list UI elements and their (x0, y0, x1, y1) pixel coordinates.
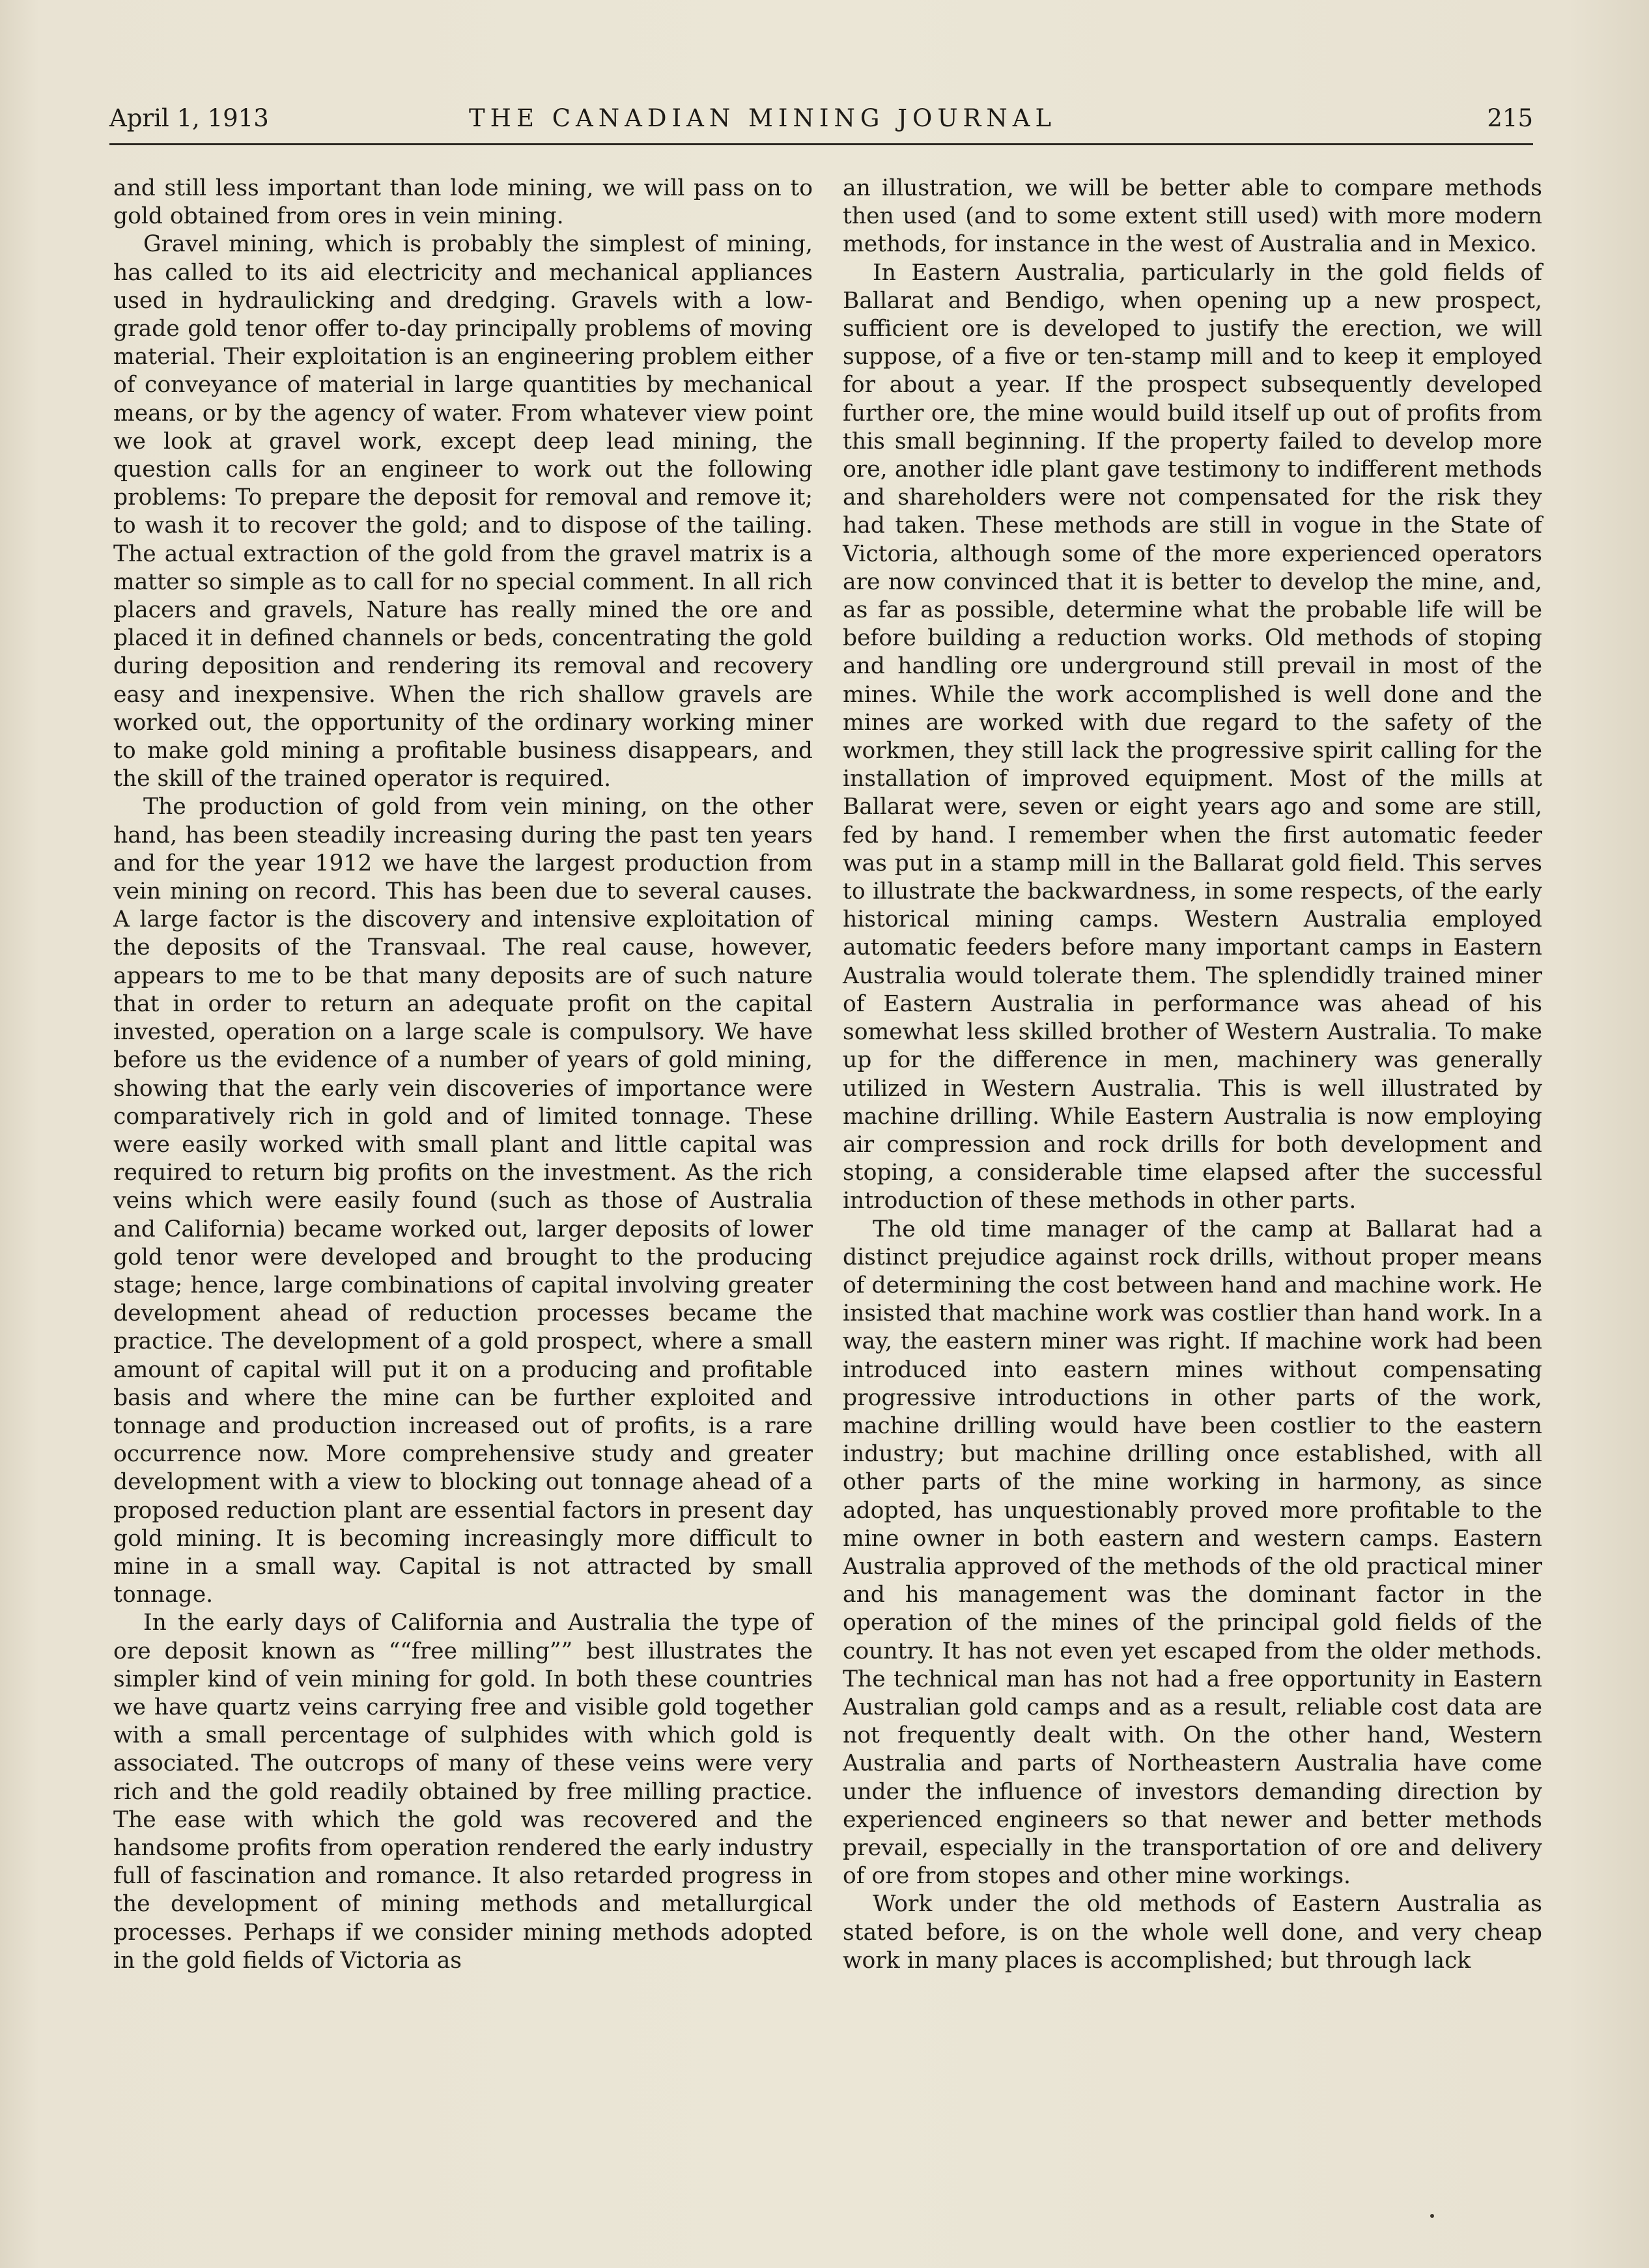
right-paragraph-2: In Eastern Australia, particularly in the gold fields of Ballarat and Bendigo, when opening up a new prospect, sufficient ore is developed to justify the erection, we will suppose, of a five or ten-stamp mill and to keep it employed for about a year. If the prospect subsequently developed further ore, the mine would build itself up out of profits from this small beginning. If the property failed to develop more ore, another idle plant gave testimony to indifferent methods and shareholders were not compensated for the risk they had taken. These methods are still in vogue in the State of Victoria, although some of the more experienced operators are now convinced that it is better to develop the mine, and, as far as possible, determine what the probable life will be before building a reduction works. Old methods of stoping and handling ore underground still prevail in most of the mines. While the work accomplished is well done and the mines are worked with due regard to the safety of the workmen, they still lack the progressive spirit calling for the installation of improved equipment. Most of the mills at Ballarat were, seven or eight years ago and some are still, fed by hand. I remember when the first automatic feeder was put in a stamp mill in the Ballarat gold field. This serves to illustrate the backwardness, in some respects, of the early historical mining camps. Western Australia employed automatic feeders before many important camps in Eastern Australia would tolerate them. The splendidly trained miner of Eastern Australia in performance was ahead of his somewhat less skilled brother of Western Australia. To make up for the difference in men, machinery was generally utilized in Western Australia. This is well illustrated by machine drilling. While Eastern Australia is now employing air compression and rock drills for both development and stoping, a considerable time elapsed after the successful introduction of these methods in other parts. (843, 259, 1542, 1214)
header-rule (109, 143, 1533, 145)
left-column (113, 175, 813, 1975)
right-paragraph-1: an illustration, we will be better able to compare methods then used (and to some extent still used) with more modern methods, for instance in the west of Australia and in Mexico. (843, 175, 1542, 258)
right-column (843, 175, 1542, 1975)
running-header (109, 104, 1533, 142)
left-paragraph-2: Gravel mining, which is probably the simplest of mining, has called to its aid electricity and mechanical appliances used in hydraulicking and dredging. Gravels with a low-grade gold tenor offer to-day principally problems of moving material. Their exploitation is an engineering problem either of conveyance of material in large quantities by mechanical means, or by the agency of water. From whatever view point we look at gravel work, except deep lead mining, the question calls for an engineer to work out the following problems: To prepare the deposit for removal and remove it; to wash it to recover the gold; and to dispose of the tailing. The actual extraction of the gold from the gravel matrix is a matter so simple as to call for no special comment. In all rich placers and gravels, Nature has really mined the ore and placed it in defined channels or beds, concentrating the gold during deposition and rendering its removal and recovery easy and inexpensive. When the rich shallow gravels are worked out, the opportunity of the ordinary working miner to make gold mining a profitable business disappears, and the skill of the trained operator is required. (113, 231, 813, 792)
left-paragraph-1: and still less important than lode mining, we will pass on to gold obtained from ores in vein mining. (113, 175, 813, 230)
right-paragraph-4: Work under the old methods of Eastern Australia as stated before, is on the whole well done, and very cheap work in many places is accomplished; but through lack (843, 1891, 1542, 1974)
right-paragraph-3: The old time manager of the camp at Ballarat had a distinct prejudice against rock drills, without proper means of determining the cost between hand and machine work. He insisted that machine work was costlier than hand work. In a way, the eastern miner was right. If machine work had been introduced into eastern mines without compensating progressive introductions in other parts of the work, machine drilling would have been costlier to the eastern industry; but machine drilling once established, with all other parts of the mine working in harmony, as since adopted, has unquestionably proved more profitable to the mine owner in both eastern and western camps. Eastern Australia approved of the methods of the old practical miner and his management was the dominant factor in the operation of the mines of the principal gold fields of the country. It has not even yet escaped from the older methods. The technical man has not had a free opportunity in Eastern Australian gold camps and as a result, reliable cost data are not frequently dealt with. On the other hand, Western Australia and parts of Northeastern Australia have come under the influence of investors demanding direction by experienced engineers so that newer and better methods prevail, especially in the transportation of ore and delivery of ore from stopes and other mine workings. (843, 1216, 1542, 1890)
left-paragraph-3: The production of gold from vein mining, on the other hand, has been steadily increasing during the past ten years and for the year 1912 we have the largest production from vein mining on record. This has been due to several causes. A large factor is the discovery and intensive exploitation of the deposits of the Transvaal. The real cause, however, appears to me to be that many deposits are of such nature that in order to return an adequate profit on the capital invested, operation on a large scale is compulsory. We have before us the evidence of a number of years of gold mining, showing that the early vein discoveries of importance were comparatively rich in gold and of limited tonnage. These were easily worked with small plant and little capital was required to return big profits on the investment. As the rich veins which were easily found (such as those of Australia and California) became worked out, larger deposits of lower gold tenor were developed and brought to the producing stage; hence, large combinations of capital involving greater development ahead of reduction processes became the practice. The development of a gold prospect, where a small amount of capital will put it on a producing and profitable basis and where the mine can be further exploited and tonnage and production increased out of profits, is a rare occurrence now. More comprehensive study and greater development with a view to blocking out tonnage ahead of a proposed reduction plant are essential factors in present day gold mining. It is becoming increasingly more difficult to mine in a small way. Capital is not attracted by small tonnage. (113, 794, 813, 1608)
page-number: 215 (1487, 104, 1533, 132)
journal-title: THE CANADIAN MINING JOURNAL (469, 104, 1057, 132)
left-paragraph-4: In the early days of California and Australia the type of ore deposit known as ““free milling”” best illustrates the simpler kind of vein mining for gold. In both these countries we have quartz veins carrying free and visible gold together with a small percentage of sulphides with which gold is associated. The outcrops of many of these veins were very rich and the gold readily obtained by free milling practice. The ease with which the gold was recovered and the handsome profits from operation rendered the early industry full of fascination and romance. It also retarded progress in the development of mining methods and metallurgical processes. Perhaps if we consider mining methods adopted in the gold fields of Victoria as (113, 1610, 813, 1974)
print-speck (1430, 2214, 1434, 2218)
issue-date: April 1, 1913 (109, 104, 269, 132)
